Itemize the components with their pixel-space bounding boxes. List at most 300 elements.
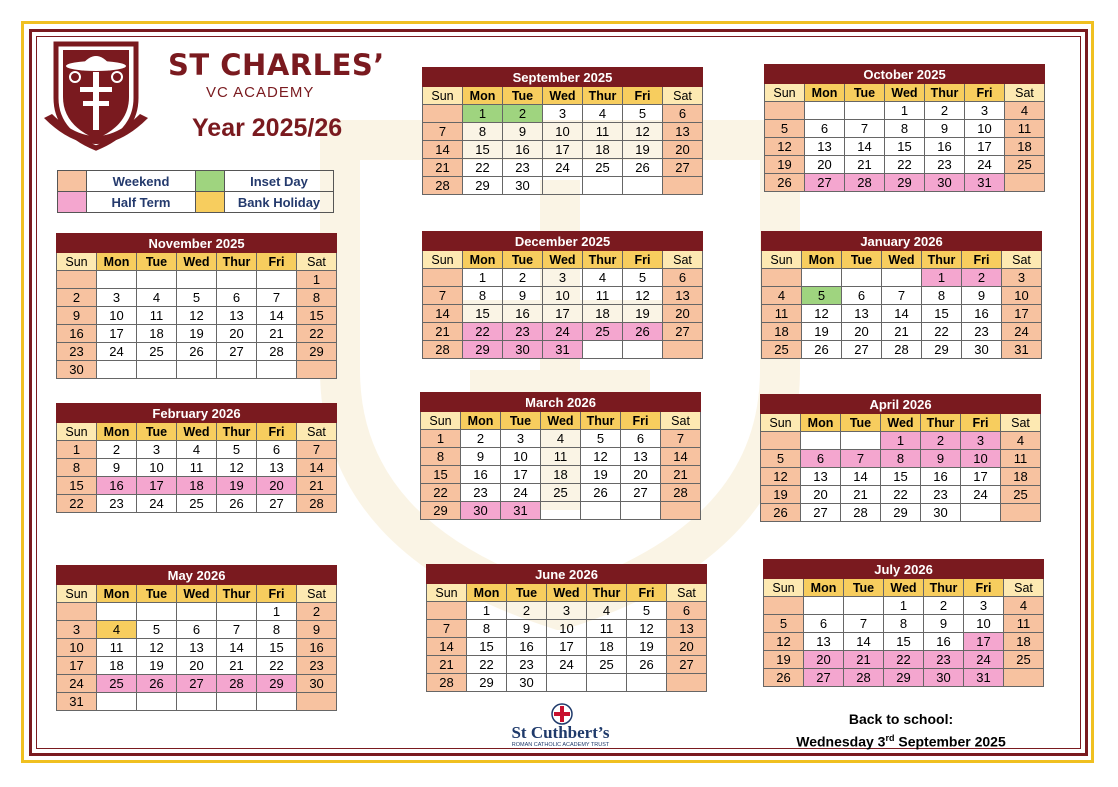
weekday-header: Wed [177, 253, 217, 271]
day-cell: 17 [501, 466, 541, 484]
month-title: February 2026 [57, 404, 337, 423]
weekday-header: Sat [1002, 251, 1042, 269]
weekday-header: Tue [844, 579, 884, 597]
day-cell: 6 [667, 602, 707, 620]
day-cell: 30 [503, 177, 543, 195]
day-cell: 4 [587, 602, 627, 620]
day-cell: 8 [57, 459, 97, 477]
weekday-header: Fri [257, 253, 297, 271]
empty-cell [844, 597, 884, 615]
day-cell: 20 [805, 156, 845, 174]
empty-cell [667, 674, 707, 692]
day-cell: 12 [177, 307, 217, 325]
day-cell: 30 [924, 669, 964, 687]
day-cell: 16 [297, 639, 337, 657]
day-cell: 12 [137, 639, 177, 657]
day-cell: 29 [884, 669, 924, 687]
day-cell: 15 [463, 141, 503, 159]
weekday-header: Sat [663, 251, 703, 269]
weekday-header: Sun [762, 251, 802, 269]
weekday-header: Fri [627, 584, 667, 602]
day-cell: 8 [297, 289, 337, 307]
day-cell: 4 [97, 621, 137, 639]
day-cell: 12 [764, 633, 804, 651]
day-cell: 5 [802, 287, 842, 305]
day-cell: 30 [297, 675, 337, 693]
day-cell: 12 [802, 305, 842, 323]
day-cell: 20 [257, 477, 297, 495]
weekday-header: Sun [421, 412, 461, 430]
day-cell: 14 [217, 639, 257, 657]
month-calendar [420, 392, 701, 520]
empty-cell [842, 269, 882, 287]
day-cell: 4 [583, 269, 623, 287]
empty-cell [423, 269, 463, 287]
month-title: March 2026 [421, 393, 701, 412]
month-title: May 2026 [57, 566, 337, 585]
day-cell: 15 [57, 477, 97, 495]
day-cell: 18 [137, 325, 177, 343]
day-cell: 28 [845, 174, 885, 192]
month-calendar [56, 233, 337, 379]
day-cell: 1 [463, 105, 503, 123]
legend-bank-holiday-label: Bank Holiday [225, 192, 334, 213]
weekday-header: Fri [257, 585, 297, 603]
empty-cell [137, 603, 177, 621]
empty-cell [257, 693, 297, 711]
weekday-header: Fri [965, 84, 1005, 102]
day-cell: 12 [627, 620, 667, 638]
empty-cell [663, 341, 703, 359]
day-cell: 10 [961, 450, 1001, 468]
empty-cell [177, 271, 217, 289]
day-cell: 25 [583, 159, 623, 177]
day-cell: 11 [541, 448, 581, 466]
day-cell: 4 [137, 289, 177, 307]
weekday-header: Sun [423, 87, 463, 105]
day-cell: 20 [663, 141, 703, 159]
day-cell: 14 [841, 468, 881, 486]
weekday-header: Tue [137, 423, 177, 441]
empty-cell [137, 693, 177, 711]
weekday-header: Tue [842, 251, 882, 269]
day-cell: 17 [965, 138, 1005, 156]
day-cell: 9 [507, 620, 547, 638]
day-cell: 13 [621, 448, 661, 466]
day-cell: 26 [217, 495, 257, 513]
day-cell: 11 [1005, 120, 1045, 138]
month-title: January 2026 [762, 232, 1042, 251]
school-name: ST CHARLES’ [168, 48, 385, 82]
day-cell: 14 [297, 459, 337, 477]
month-calendar [764, 64, 1045, 192]
day-cell: 13 [663, 123, 703, 141]
day-cell: 2 [925, 102, 965, 120]
day-cell: 25 [541, 484, 581, 502]
day-cell: 11 [587, 620, 627, 638]
day-cell: 28 [423, 177, 463, 195]
empty-cell [257, 271, 297, 289]
day-cell: 18 [1004, 633, 1044, 651]
day-cell: 5 [623, 269, 663, 287]
day-cell: 13 [663, 287, 703, 305]
day-cell: 24 [137, 495, 177, 513]
day-cell: 18 [583, 141, 623, 159]
empty-cell [57, 271, 97, 289]
day-cell: 7 [844, 615, 884, 633]
day-cell: 28 [217, 675, 257, 693]
day-cell: 20 [842, 323, 882, 341]
day-cell: 24 [57, 675, 97, 693]
day-cell: 15 [297, 307, 337, 325]
day-cell: 8 [257, 621, 297, 639]
day-cell: 31 [965, 174, 1005, 192]
empty-cell [841, 432, 881, 450]
day-cell: 9 [503, 287, 543, 305]
weekday-header: Sat [667, 584, 707, 602]
legend-weekend-label: Weekend [87, 171, 196, 192]
day-cell: 31 [964, 669, 1004, 687]
day-cell: 22 [463, 323, 503, 341]
weekday-header: Thur [922, 251, 962, 269]
empty-cell [257, 361, 297, 379]
day-cell: 28 [882, 341, 922, 359]
day-cell: 3 [543, 269, 583, 287]
day-cell: 19 [765, 156, 805, 174]
day-cell: 6 [804, 615, 844, 633]
day-cell: 26 [764, 669, 804, 687]
empty-cell [762, 269, 802, 287]
day-cell: 10 [137, 459, 177, 477]
month-title: December 2025 [423, 232, 703, 251]
school-crest-icon [40, 40, 152, 158]
day-cell: 8 [463, 123, 503, 141]
day-cell: 29 [885, 174, 925, 192]
day-cell: 6 [217, 289, 257, 307]
month-title: April 2026 [761, 395, 1041, 414]
day-cell: 7 [217, 621, 257, 639]
empty-cell [804, 597, 844, 615]
day-cell: 18 [541, 466, 581, 484]
month-calendar [761, 231, 1042, 359]
weekday-header: Thur [583, 251, 623, 269]
day-cell: 9 [461, 448, 501, 466]
day-cell: 25 [177, 495, 217, 513]
day-cell: 13 [804, 633, 844, 651]
month-title: October 2025 [765, 65, 1045, 84]
weekday-header: Mon [801, 414, 841, 432]
day-cell: 1 [297, 271, 337, 289]
weekday-header: Thur [217, 585, 257, 603]
day-cell: 3 [57, 621, 97, 639]
empty-cell [801, 432, 841, 450]
weekday-header: Sun [761, 414, 801, 432]
day-cell: 19 [764, 651, 804, 669]
day-cell: 27 [177, 675, 217, 693]
day-cell: 11 [1001, 450, 1041, 468]
day-cell: 21 [882, 323, 922, 341]
day-cell: 11 [137, 307, 177, 325]
weekday-header: Thur [925, 84, 965, 102]
day-cell: 15 [463, 305, 503, 323]
day-cell: 10 [543, 287, 583, 305]
day-cell: 21 [423, 159, 463, 177]
day-cell: 25 [762, 341, 802, 359]
empty-cell [583, 177, 623, 195]
weekday-header: Fri [257, 423, 297, 441]
empty-cell [137, 271, 177, 289]
weekday-header: Tue [137, 585, 177, 603]
empty-cell [423, 105, 463, 123]
empty-cell [541, 502, 581, 520]
day-cell: 1 [463, 269, 503, 287]
weekday-header: Wed [177, 423, 217, 441]
weekday-header: Sun [427, 584, 467, 602]
day-cell: 1 [57, 441, 97, 459]
day-cell: 11 [97, 639, 137, 657]
day-cell: 23 [57, 343, 97, 361]
legend-inset-label: Inset Day [225, 171, 334, 192]
day-cell: 14 [423, 141, 463, 159]
day-cell: 19 [623, 305, 663, 323]
day-cell: 24 [964, 651, 1004, 669]
day-cell: 22 [881, 486, 921, 504]
empty-cell [765, 102, 805, 120]
day-cell: 21 [217, 657, 257, 675]
empty-cell [583, 341, 623, 359]
day-cell: 21 [427, 656, 467, 674]
day-cell: 23 [962, 323, 1002, 341]
day-cell: 26 [765, 174, 805, 192]
day-cell: 2 [503, 105, 543, 123]
day-cell: 6 [177, 621, 217, 639]
day-cell: 27 [257, 495, 297, 513]
empty-cell [217, 603, 257, 621]
day-cell: 5 [137, 621, 177, 639]
day-cell: 9 [962, 287, 1002, 305]
day-cell: 25 [97, 675, 137, 693]
day-cell: 28 [423, 341, 463, 359]
day-cell: 20 [177, 657, 217, 675]
day-cell: 23 [924, 651, 964, 669]
day-cell: 29 [922, 341, 962, 359]
day-cell: 1 [884, 597, 924, 615]
empty-cell [845, 102, 885, 120]
day-cell: 30 [503, 341, 543, 359]
month-calendar [422, 231, 703, 359]
weekday-header: Mon [467, 584, 507, 602]
empty-cell [623, 177, 663, 195]
day-cell: 7 [297, 441, 337, 459]
weekday-header: Wed [884, 579, 924, 597]
day-cell: 15 [421, 466, 461, 484]
weekend-swatch [58, 171, 87, 192]
day-cell: 20 [667, 638, 707, 656]
day-cell: 10 [1002, 287, 1042, 305]
day-cell: 18 [97, 657, 137, 675]
weekday-header: Wed [547, 584, 587, 602]
day-cell: 26 [137, 675, 177, 693]
day-cell: 14 [257, 307, 297, 325]
day-cell: 22 [257, 657, 297, 675]
day-cell: 5 [177, 289, 217, 307]
day-cell: 10 [501, 448, 541, 466]
day-cell: 15 [257, 639, 297, 657]
day-cell: 2 [297, 603, 337, 621]
weekday-header: Mon [97, 585, 137, 603]
day-cell: 7 [841, 450, 881, 468]
day-cell: 16 [57, 325, 97, 343]
day-cell: 14 [423, 305, 463, 323]
year-title: Year 2025/26 [192, 114, 343, 142]
day-cell: 31 [543, 341, 583, 359]
day-cell: 2 [507, 602, 547, 620]
weekday-header: Sat [297, 253, 337, 271]
weekday-header: Thur [921, 414, 961, 432]
day-cell: 2 [461, 430, 501, 448]
day-cell: 23 [503, 323, 543, 341]
day-cell: 13 [842, 305, 882, 323]
day-cell: 25 [583, 323, 623, 341]
day-cell: 16 [97, 477, 137, 495]
day-cell: 3 [137, 441, 177, 459]
month-calendar [426, 564, 707, 692]
empty-cell [1001, 504, 1041, 522]
day-cell: 21 [845, 156, 885, 174]
day-cell: 29 [463, 177, 503, 195]
day-cell: 18 [583, 305, 623, 323]
school-subtitle: VC ACADEMY [206, 84, 315, 101]
day-cell: 16 [503, 141, 543, 159]
day-cell: 5 [761, 450, 801, 468]
day-cell: 23 [461, 484, 501, 502]
day-cell: 19 [627, 638, 667, 656]
day-cell: 8 [884, 615, 924, 633]
day-cell: 31 [1002, 341, 1042, 359]
empty-cell [627, 674, 667, 692]
day-cell: 17 [57, 657, 97, 675]
day-cell: 12 [581, 448, 621, 466]
empty-cell [97, 361, 137, 379]
weekday-header: Thur [581, 412, 621, 430]
day-cell: 16 [921, 468, 961, 486]
weekday-header: Sun [57, 253, 97, 271]
weekday-header: Tue [137, 253, 177, 271]
weekday-header: Wed [177, 585, 217, 603]
day-cell: 11 [583, 287, 623, 305]
day-cell: 12 [623, 123, 663, 141]
day-cell: 16 [461, 466, 501, 484]
weekday-header: Mon [97, 253, 137, 271]
empty-cell [97, 693, 137, 711]
day-cell: 27 [663, 159, 703, 177]
day-cell: 20 [621, 466, 661, 484]
day-cell: 9 [924, 615, 964, 633]
day-cell: 3 [961, 432, 1001, 450]
weekday-header: Wed [881, 414, 921, 432]
day-cell: 7 [661, 430, 701, 448]
day-cell: 17 [1002, 305, 1042, 323]
day-cell: 7 [423, 123, 463, 141]
day-cell: 6 [663, 105, 703, 123]
weekday-header: Sun [57, 423, 97, 441]
day-cell: 10 [965, 120, 1005, 138]
empty-cell [97, 271, 137, 289]
day-cell: 2 [503, 269, 543, 287]
day-cell: 27 [805, 174, 845, 192]
day-cell: 8 [463, 287, 503, 305]
day-cell: 19 [177, 325, 217, 343]
day-cell: 28 [844, 669, 884, 687]
day-cell: 9 [97, 459, 137, 477]
day-cell: 25 [1001, 486, 1041, 504]
day-cell: 25 [137, 343, 177, 361]
day-cell: 4 [177, 441, 217, 459]
day-cell: 9 [925, 120, 965, 138]
day-cell: 17 [547, 638, 587, 656]
month-title: July 2026 [764, 560, 1044, 579]
empty-cell [621, 502, 661, 520]
weekday-header: Tue [841, 414, 881, 432]
weekday-header: Wed [541, 412, 581, 430]
weekday-header: Mon [463, 87, 503, 105]
day-cell: 16 [962, 305, 1002, 323]
day-cell: 18 [177, 477, 217, 495]
day-cell: 29 [257, 675, 297, 693]
day-cell: 4 [1005, 102, 1045, 120]
day-cell: 17 [543, 305, 583, 323]
day-cell: 2 [962, 269, 1002, 287]
empty-cell [97, 603, 137, 621]
half-term-swatch [58, 192, 87, 213]
month-calendar [56, 565, 337, 711]
empty-cell [57, 603, 97, 621]
day-cell: 16 [503, 305, 543, 323]
day-cell: 2 [924, 597, 964, 615]
empty-cell [427, 602, 467, 620]
empty-cell [177, 361, 217, 379]
empty-cell [882, 269, 922, 287]
day-cell: 8 [885, 120, 925, 138]
empty-cell [961, 504, 1001, 522]
trust-name: St Cuthbert’s [511, 723, 610, 742]
day-cell: 22 [884, 651, 924, 669]
day-cell: 8 [421, 448, 461, 466]
day-cell: 19 [581, 466, 621, 484]
empty-cell [297, 693, 337, 711]
empty-cell [802, 269, 842, 287]
weekday-header: Thur [924, 579, 964, 597]
weekday-header: Mon [802, 251, 842, 269]
day-cell: 25 [1005, 156, 1045, 174]
day-cell: 7 [423, 287, 463, 305]
day-cell: 22 [467, 656, 507, 674]
weekday-header: Fri [623, 87, 663, 105]
weekday-header: Sat [297, 423, 337, 441]
day-cell: 28 [257, 343, 297, 361]
day-cell: 26 [761, 504, 801, 522]
back-to-school-date: Wednesday 3rd September 2025 [796, 733, 1006, 750]
day-cell: 21 [844, 651, 884, 669]
day-cell: 10 [964, 615, 1004, 633]
month-title: September 2025 [423, 68, 703, 87]
day-cell: 6 [842, 287, 882, 305]
day-cell: 17 [964, 633, 1004, 651]
weekday-header: Mon [97, 423, 137, 441]
trust-cross-icon [551, 703, 573, 725]
weekday-header: Sat [297, 585, 337, 603]
day-cell: 27 [842, 341, 882, 359]
